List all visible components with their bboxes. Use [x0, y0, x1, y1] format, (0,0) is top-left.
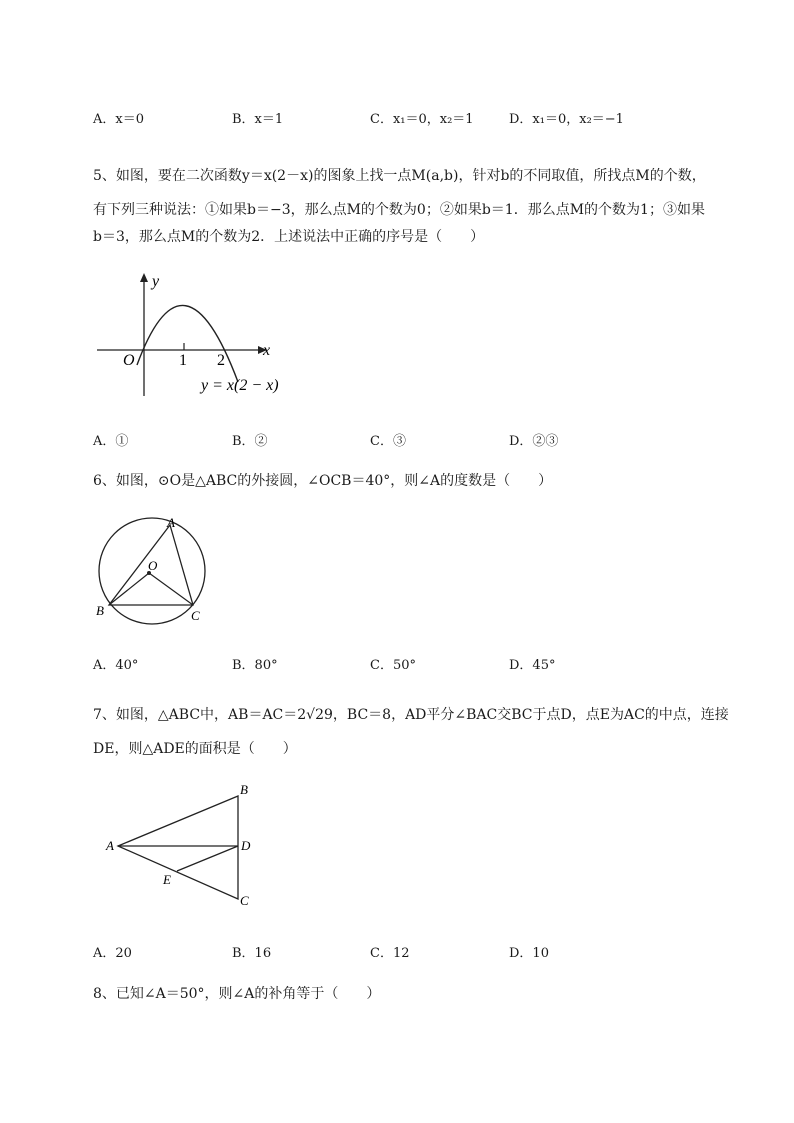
- label-b: B: [240, 782, 248, 797]
- label-d: D: [241, 838, 251, 853]
- q5-option-c: C．③: [370, 434, 406, 449]
- q4-option-a: A．x＝0: [93, 112, 144, 127]
- q5-parabola-figure: [93, 268, 303, 403]
- q5-option-a: A．①: [93, 434, 129, 449]
- q6-stem-line-1: 6、如图，⊙O是△ABC的外接圆，∠OCB＝40°，则∠A的度数是（ ）: [93, 473, 553, 489]
- segment-de: [177, 846, 238, 871]
- origin-label: O: [123, 352, 135, 369]
- y-axis-arrow: [140, 273, 148, 282]
- segment-oc: [149, 573, 193, 605]
- q8-stem-line-1: 8、已知∠A＝50°，则∠A的补角等于（ ）: [93, 986, 381, 1002]
- parabola-curve: [137, 305, 238, 382]
- triangle-abc: [118, 796, 238, 899]
- label-o: O: [148, 558, 158, 573]
- q7-stem-line-2: DE，则△ADE的面积是（ ）: [93, 741, 297, 757]
- tick-label-1: 1: [179, 352, 187, 369]
- q4-option-d: D．x₁＝0，x₂＝−1: [509, 112, 624, 127]
- q7-stem-line-1: 7、如图，△ABC中，AB＝AC＝2√29，BC＝8，AD平分∠BAC交BC于点D，点E为AC的中点，连接: [93, 707, 729, 723]
- y-axis-label: y: [152, 273, 160, 290]
- label-a: A: [106, 838, 114, 853]
- label-c: C: [240, 893, 249, 908]
- label-b: B: [96, 603, 104, 618]
- q6-option-c: C．50°: [370, 658, 416, 673]
- label-c: C: [191, 608, 200, 623]
- q4-option-c: C．x₁＝0，x₂＝1: [370, 112, 474, 127]
- q7-option-c: C．12: [370, 946, 410, 961]
- curve-equation-label: y = x(2 − x): [201, 377, 279, 394]
- q6-option-a: A．40°: [93, 658, 139, 673]
- label-a: A: [167, 515, 175, 530]
- q4-option-b: B．x＝1: [232, 112, 284, 127]
- label-e: E: [163, 872, 171, 887]
- q5-stem-line-3: b＝3，那么点M的个数为2．上述说法中正确的序号是（ ）: [93, 229, 485, 245]
- q6-circle-figure: [93, 512, 213, 627]
- q7-option-a: A．20: [93, 946, 132, 961]
- q7-option-d: D．10: [509, 946, 549, 961]
- q5-option-b: B．②: [232, 434, 268, 449]
- q7-option-b: B．16: [232, 946, 272, 961]
- x-axis-label: x: [263, 342, 271, 359]
- q6-option-b: B．80°: [232, 658, 278, 673]
- q7-triangle-figure: [100, 780, 265, 915]
- q5-option-d: D．②③: [509, 434, 559, 449]
- q6-option-d: D．45°: [509, 658, 556, 673]
- q5-stem-line-2: 有下列三种说法：①如果b＝−3，那么点M的个数为0；②如果b＝1．那么点M的个数为1；③如果: [93, 202, 705, 218]
- q5-stem-line-1: 5、如图，要在二次函数y＝x(2－x)的图象上找一点M(a,b)，针对b的不同取值，所找点M的个数，: [93, 168, 706, 184]
- tick-label-2: 2: [217, 352, 225, 369]
